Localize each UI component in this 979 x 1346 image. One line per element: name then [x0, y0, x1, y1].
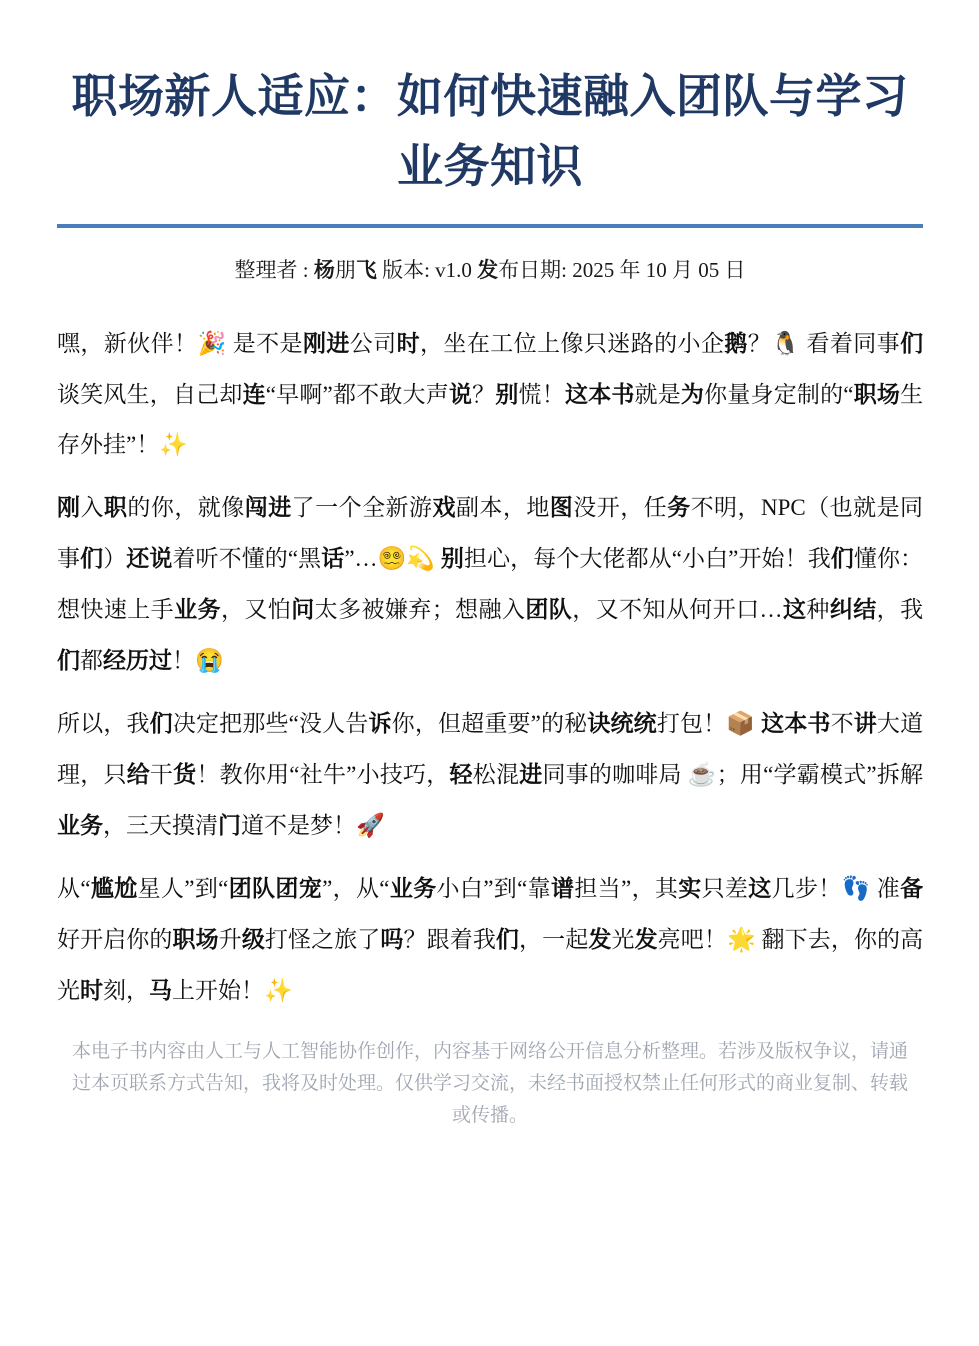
document-title: 职场新人适应：如何快速融入团队与学习业务知识	[71, 70, 909, 192]
byline: 整理者 : 杨朋飞 版本: v1.0 发布日期: 2025 年 10 月 05 日	[234, 257, 746, 282]
party-popper-emoji: 🎉	[197, 330, 227, 356]
intro-paragraph-1: 嘿，新伙伴！🎉 是不是刚进公司时，坐在工位上像只迷路的小企鹅？🐧 看着同事们谈笑风生，自己却连“早啊”都不敢大声说？别慌！这本书就是为你量身定制的“职场生存外挂”！✨	[57, 329, 924, 457]
intro-paragraph-2: 刚入职的你，就像闯进了一个全新游戏副本，地图没开，任务不明，NPC（也就是同事们）还说着听不懂的“黑话”…😵‍💫💫 别担心，每个大佬都从“小白”开始！我们懂你：想快速上手业务，又怕问太多被嫌弃；想融入团队，又不知从何开口…这种纠结，我们都经历过！😭	[57, 493, 924, 673]
loudly-crying-face-emoji: 😭	[195, 647, 224, 673]
hot-beverage-emoji: ☕	[687, 761, 717, 787]
face-with-spiral-eyes-emoji: 😵‍💫	[377, 545, 407, 571]
sparkles-emoji: ✨	[159, 431, 188, 457]
glowing-star-emoji: 🌟	[726, 926, 756, 952]
penguin-emoji: 🐧	[771, 330, 801, 356]
intro-paragraph-3: 所以，我们决定把那些“没人告诉你，但超重要”的秘诀统统打包！📦 这本书不讲大道理，只给干货！教你用“社牛”小技巧，轻松混进同事的咖啡局 ☕；用“学霸模式”拆解业务，三天摸清门道不是梦！🚀	[57, 709, 924, 838]
intro-paragraph-4: 从“尴尬星人”到“团队团宠”，从“业务小白”到“靠谱担当”，其实只差这几步！👣 准备好开启你的职场升级打怪之旅了吗？跟着我们，一起发光发亮吧！🌟 翻下去，你的高光时刻，马上开始！✨	[57, 874, 924, 1003]
dizzy-emoji: 💫	[406, 545, 436, 571]
rocket-emoji: 🚀	[356, 812, 385, 838]
title-divider	[57, 224, 923, 228]
package-emoji: 📦	[726, 710, 756, 736]
footprints-emoji: 👣	[841, 875, 871, 901]
disclaimer-text: 本电子书内容由人工与人工智能协作创作，内容基于网络公开信息分析整理。若涉及版权争议，请通过本页联系方式告知，我将及时处理。仅供学习交流，未经书面授权禁止任何形式的商业复制、转载或传播。	[71, 1040, 908, 1127]
sparkles-emoji: ✨	[264, 977, 293, 1003]
